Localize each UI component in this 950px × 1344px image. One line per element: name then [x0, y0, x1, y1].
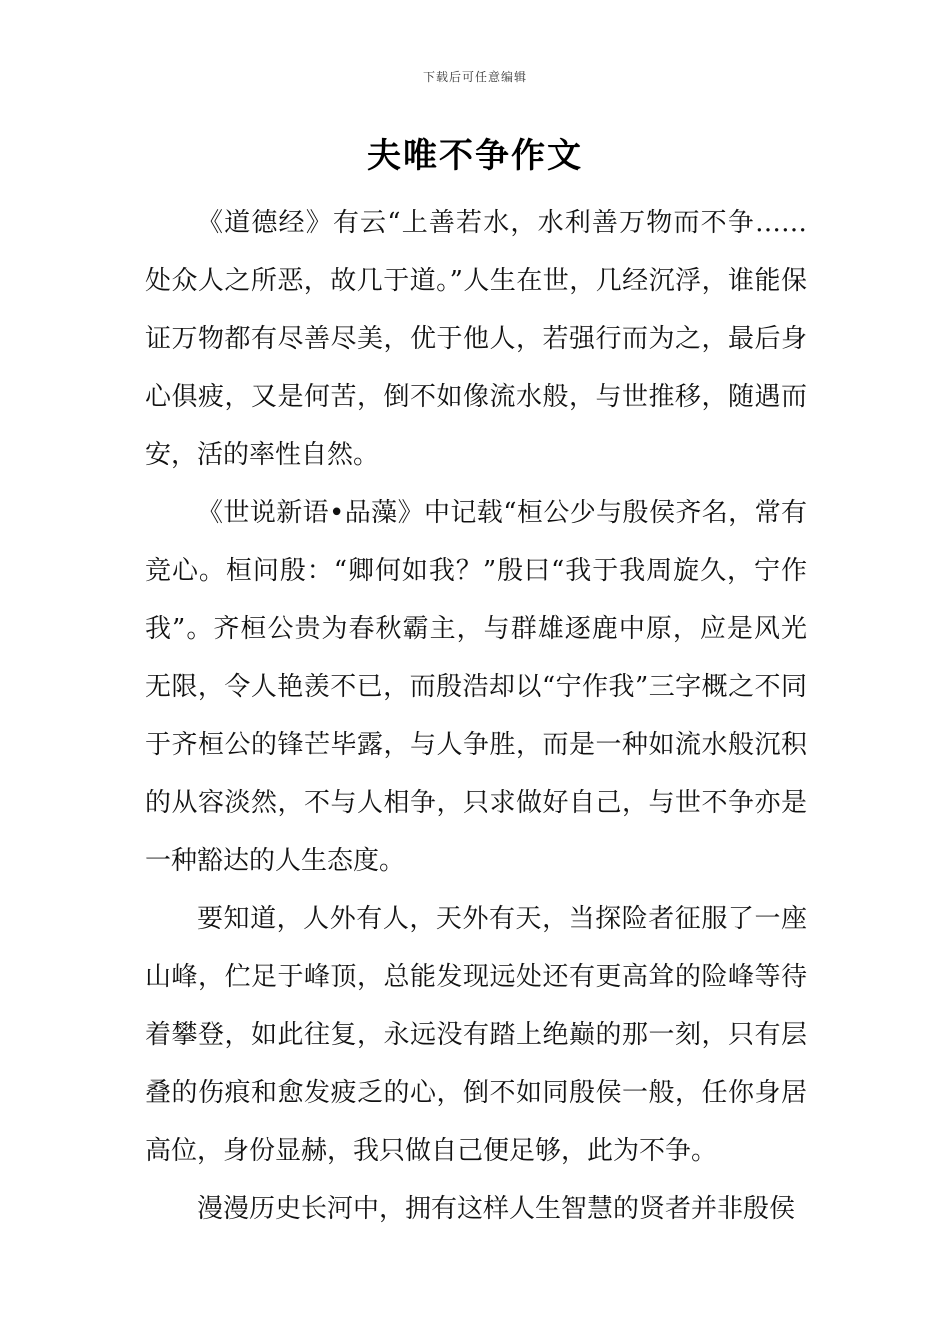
document-body [145, 194, 807, 1238]
header-note: 下载后可任意编辑 [422, 70, 527, 84]
paragraph: 要知道，人外有人，天外有天，当探险者征服了一座山峰，伫足于峰顶，总能发现远处还有更高耸的险峰等待着攀登，如此往复，永远没有踏上绝巅的那一刻，只有层叠的伤痕和愈发疲乏的心，倒不如同殷侯一般，任你身居高位，身份显赫，我只做自己便足够，此为不争。 [145, 904, 807, 1166]
paragraph: 漫漫历史长河中，拥有这样人生智慧的贤者并非殷侯 [197, 1194, 796, 1224]
paragraph: 《道德经》有云“上善若水，水利善万物而不争……处众人之所恶，故几于道。”人生在世，几经沉浮，谁能保证万物都有尽善尽美，优于他人，若强行而为之，最后身心俱疲，又是何苦，倒不如像流水般，与世推移，随遇而安，活的率性自然。 [145, 208, 807, 470]
document-title: 夫唯不争作文 [367, 136, 583, 176]
paragraph: 《世说新语•品藻》中记载“桓公少与殷侯齐名，常有竞心。桓问殷：“卿何如我？”殷曰“我于我周旋久，宁作我”。齐桓公贵为春秋霸主，与群雄逐鹿中原，应是风光无限，令人艳羡不已，而殷浩却以“宁作我”三字概之不同于齐桓公的锋芒毕露，与人争胜，而是一种如流水般沉积的从容淡然，不与人相争，只求做好自己，与世不争亦是一种豁达的人生态度。 [145, 498, 807, 876]
